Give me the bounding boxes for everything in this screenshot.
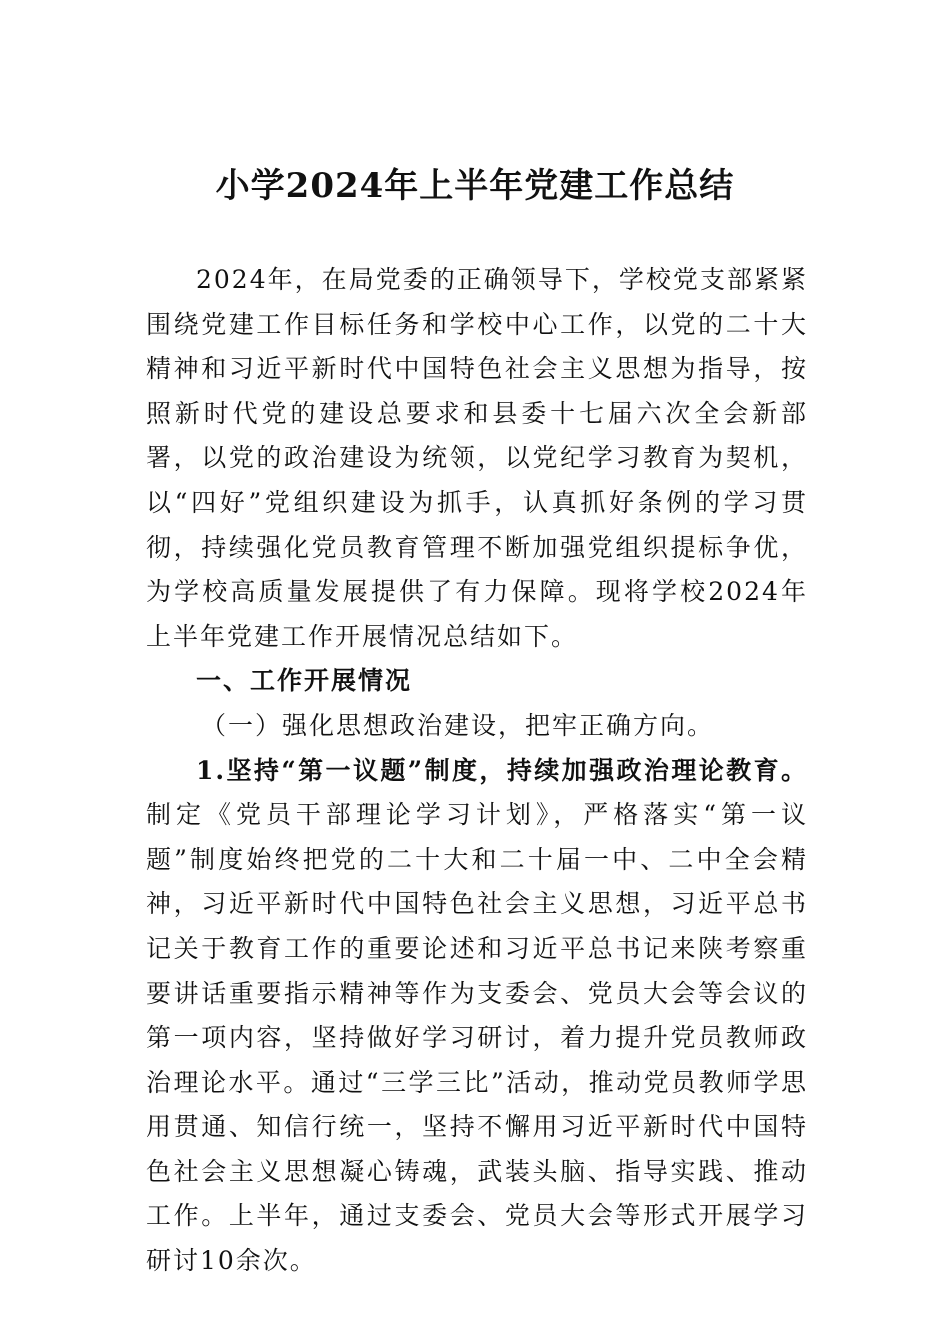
document-title: 小学2024年上半年党建工作总结 bbox=[215, 166, 735, 206]
item-paragraph bbox=[146, 749, 808, 1284]
section-heading: 一、工作开展情况 bbox=[196, 666, 413, 696]
document-body bbox=[146, 258, 808, 1284]
item-lead-text: 1.坚持“第一议题”制度，持续加强政治理论教育。 bbox=[196, 755, 808, 785]
subsection-heading: （一）强化思想政治建设，把牢正确方向。 bbox=[201, 710, 715, 740]
item-body-text: 制定《党员干部理论学习计划》，严格落实“第一议题”制度始终把党的二十大和二十届一中、二中全会精神，习近平新时代中国特色社会主义思想，习近平总书记关于教育工作的重要论述和习近平总书记来陕考察重要讲话重要指示精神等作为支委会、党员大会等会议的第一项内容，坚持做好学习研讨，着力提升党员教师政治理论水平。通过“三学三比”活动，推动党员教师学思用贯通、知信行统一，坚持不懈用习近平新时代中国特色社会主义思想凝心铸魂，武装头脑、指导实践、推动工作。上半年，通过支委会、党员大会等形式开展学习研讨10余次。 bbox=[146, 800, 808, 1276]
intro-paragraph: 2024年，在局党委的正确领导下，学校党支部紧紧围绕党建工作目标任务和学校中心工作，以党的二十大精神和习近平新时代中国特色社会主义思想为指导，按照新时代党的建设总要求和县委十七届六次全会新部署，以党的政治建设为统领，以党纪学习教育为契机，以“四好”党组织建设为抓手，认真抓好条例的学习贯彻，持续强化党员教育管理不断加强党组织提标争优，为学校高质量发展提供了有力保障。现将学校2024年上半年党建工作开展情况总结如下。 bbox=[146, 265, 808, 651]
